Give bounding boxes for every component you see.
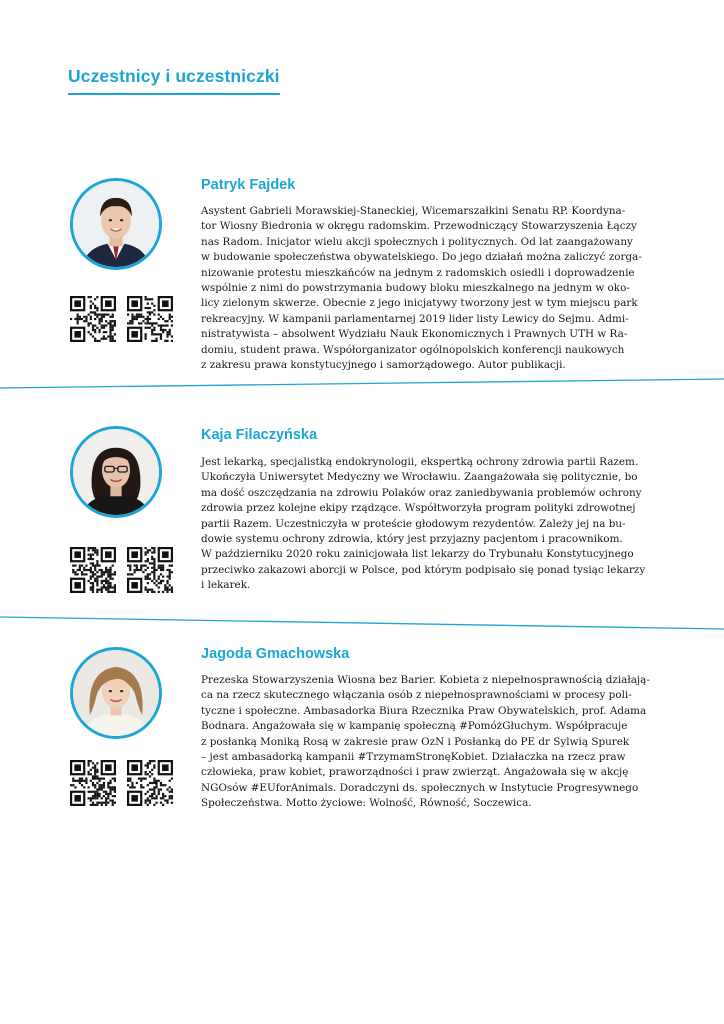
qr-code[interactable]: [70, 296, 116, 342]
avatar: [70, 178, 162, 270]
participant-name: Patryk Fajdek: [201, 177, 296, 193]
participant-name: Kaja Filaczyńska: [201, 427, 318, 443]
qr-code[interactable]: [127, 547, 173, 593]
qr-code[interactable]: [127, 760, 173, 806]
qr-code[interactable]: [127, 296, 173, 342]
participant-bio: Asystent Gabrieli Morawskiej-Staneckiej, Wicemarszałkini Senatu RP. Koordyna- tor Wiosny Biedronia w okręgu radomskim. Przewodniczący Stowarzyszenia Łączy nas Radom. Inicjator wielu akcji społecznych i politycznych. Od lat zaangażowany w budowanie społeczeństwa obywatelskiego. Do jego działań można zaliczyć zorga- nizowanie protestu mieszkańców na jednym z radomskich osiedli i doprowadzenie wspólnie z nimi do powstrzymania budowy bloku mieszkalnego na jednym w oko- licy zielonym skwerze. Obecnie z jego inicjatywy tworzony jest w tym miejscu park rekreacyjny. W kampanii parlamentarnej 2019 lider listy Lewicy do Sejmu. Admi- nistratywista – absolwent Wydziału Nauk Ekonomicznych i Prawnych UTH w Ra- domiu, student prawa. Współorganizator ogólnopolskich konferencji naukowych z zakresu prawa konstytucyjnego i samorządowego. Autor publikacji.: [201, 205, 642, 372]
avatar: [70, 426, 162, 518]
participant-bio: Prezeska Stowarzyszenia Wiosna bez Barier. Kobieta z niepełnosprawnością działają- ca na rzecz skutecznego włączania osób z niepełnosprawnościami w procesy poli- tyczne i społeczne. Ambasadorka Biura Rzecznika Praw Obywatelskich, prof. Adama Bodnara. Angażowała się w kampanię społeczną #PomóżGłuchym. Współpracuje z posłanką Moniką Rosą w zakresie praw OzN i Posłanką do PE dr Sylwią Spurek – jest ambasadorką kampanii #TrzymamStronęKobiet. Działaczka na rzecz praw człowieka, praw kobiet, praworządności i praw zwierząt. Angażowała się w akcję NGOsów #EUforAnimals. Doradczyni ds. społecznych w Instytucie Progresywnego Społeczeństwa. Motto życiowe: Wolność, Równość, Soczewica.: [201, 674, 650, 810]
page-title: Uczestnicy i uczestniczki: [68, 66, 280, 95]
participant-name: Jagoda Gmachowska: [201, 646, 350, 662]
qr-code[interactable]: [70, 760, 116, 806]
qr-code[interactable]: [70, 547, 116, 593]
avatar: [70, 647, 162, 739]
participant-bio: Jest lekarką, specjalistką endokrynologii, ekspertką ochrony zdrowia partii Razem. Ukończyła Uniwersytet Medyczny we Wrocławiu. Zaangażowała się politycznie, bo ma dość oszczędzania na zdrowiu Polaków oraz zaniedbywania problemów ochrony zdrowia przez kolejne ekipy rządzące. Współtworzyła program polityki zdrowotnej partii Razem. Uczestniczyła w proteście głodowym rezydentów. Zależy jej na bu- dowie systemu ochrony zdrowia, który jest przyjazny pacjentom i pracownikom. W październiku 2020 roku zainicjowała list lekarzy do Trybunału Konstytucyjnego przeciwko zakazowi aborcji w Polsce, pod którym podpisało się ponad tysiąc lekarzy i lekarek.: [201, 456, 646, 592]
section-divider: [0, 608, 724, 648]
section-divider: [0, 370, 724, 410]
